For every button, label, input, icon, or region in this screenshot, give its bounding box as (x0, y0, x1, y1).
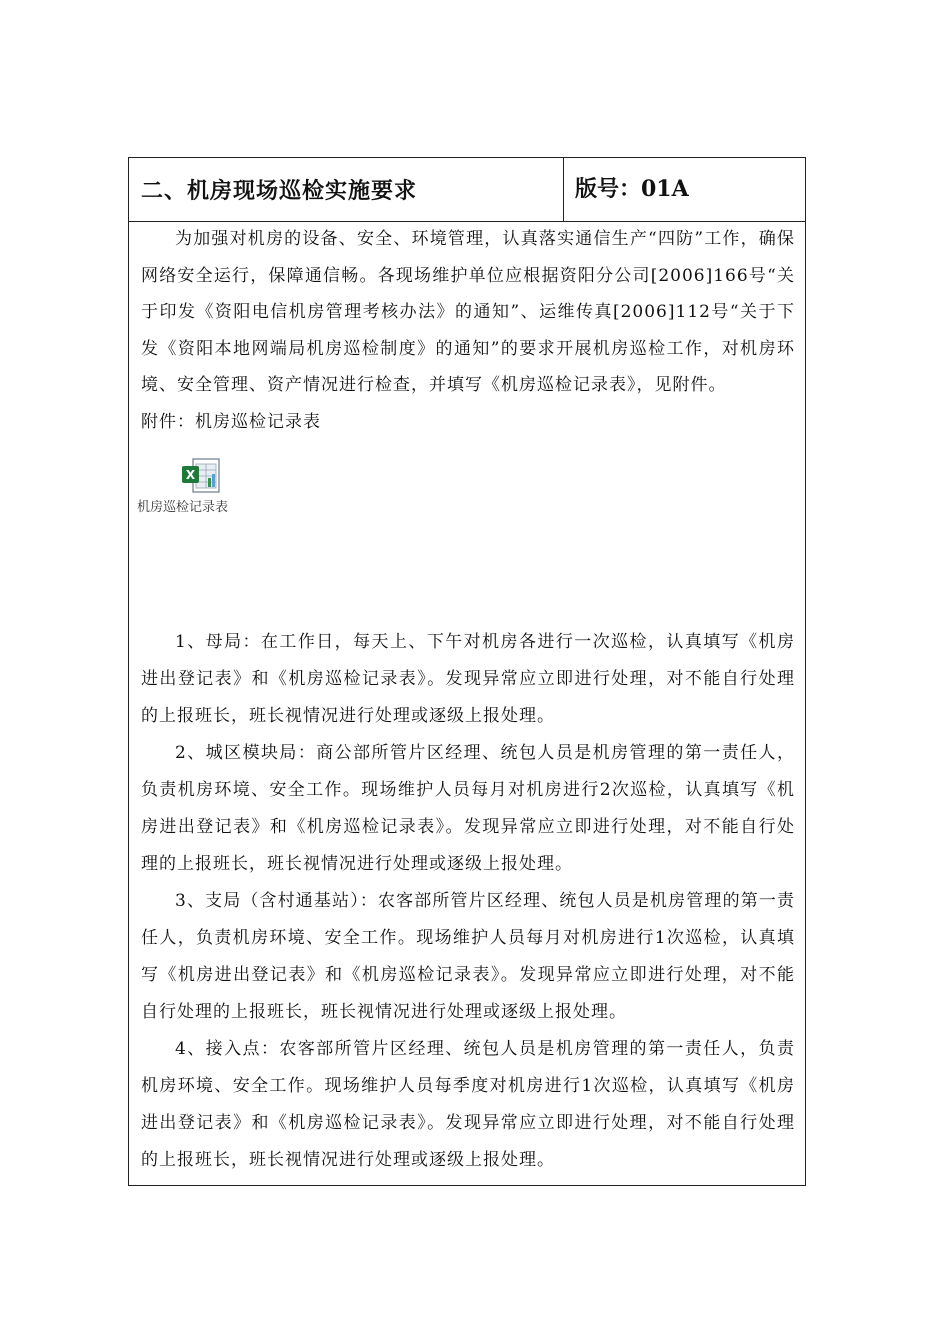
header-row (129, 158, 805, 222)
steps-section (141, 624, 795, 1179)
step-paragraph: 3、支局（含村通基站）：农客部所管片区经理、统包人员是机房管理的第一责任人，负责机房环境、安全工作。现场维护人员每月对机房进行1次巡检，认真填写《机房进出登记表》和《机房巡检记录表》。发现异常应立即进行处理，对不能自行处理的上报班长，班长视情况进行处理或逐级上报处理。 (141, 891, 795, 1022)
version-label: 版号：01A (575, 176, 689, 202)
header-divider (563, 158, 564, 221)
svg-text:X: X (185, 468, 196, 482)
excel-file-icon (181, 458, 221, 494)
intro-paragraph: 为加强对机房的设备、安全、环境管理，认真落实通信生产“四防”工作，确保网络安全运行，保障通信畅。各现场维护单位应根据资阳分公司[2006]166号“关于印发《资阳电信机房管理考核办法》的通知”、运维传真[2006]112号“关于下发《资阳本地网端局机房巡检制度》的通知”的要求开展机房巡检工作，对机房环境、安全管理、资产情况进行检查，并填写《机房巡检记录表》，见附件。 (141, 229, 795, 395)
section-title: 二、机房现场巡检实施要求 (141, 178, 418, 204)
attachment-caption: 机房巡检记录表 (137, 500, 229, 515)
step-paragraph: 2、城区模块局：商公部所管片区经理、统包人员是机房管理的第一责任人，负责机房环境、安全工作。现场维护人员每月对机房进行2次巡检，认真填写《机房进出登记表》和《机房巡检记录表》。发现异常应立即进行处理，对不能自行处理的上报班长，班长视情况进行处理或逐级上报处理。 (141, 743, 795, 874)
intro-section (141, 221, 795, 440)
attachment-object[interactable] (137, 458, 257, 518)
step-paragraph: 1、母局：在工作日，每天上、下午对机房各进行一次巡检，认真填写《机房进出登记表》和《机房巡检记录表》。发现异常应立即进行处理，对不能自行处理的上报班长，班长视情况进行处理或逐级上报处理。 (141, 632, 795, 726)
document-table (128, 157, 806, 1186)
attachment-label: 附件：机房巡检记录表 (141, 411, 321, 432)
step-paragraph: 4、接入点：农客部所管片区经理、统包人员是机房管理的第一责任人，负责机房环境、安全工作。现场维护人员每季度对机房进行1次巡检，认真填写《机房进出登记表》和《机房巡检记录表》。发现异常应立即进行处理，对不能自行处理的上报班长，班长视情况进行处理或逐级上报处理。 (141, 1039, 795, 1170)
